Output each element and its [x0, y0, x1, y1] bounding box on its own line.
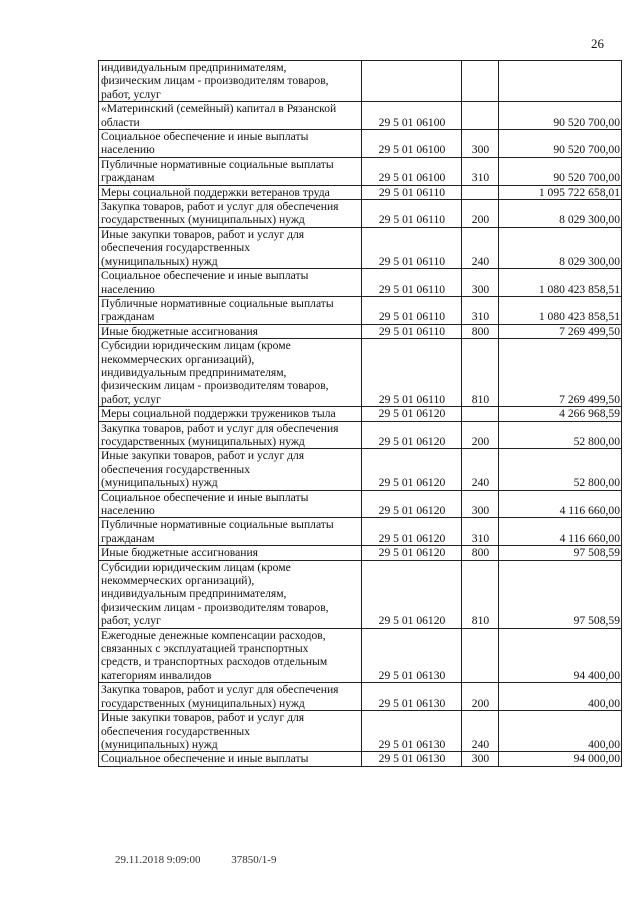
table-row	[99, 296, 622, 324]
row-name: «Материнский (семейный) капитал в Рязанской области	[99, 102, 362, 130]
row-name: Закупка товаров, работ и услуг для обеспечения государственных (муниципальных) нужд	[99, 200, 362, 228]
row-amount: 90 520 700,00	[499, 102, 622, 130]
footer-timestamp: 29.11.2018 9:09:00	[115, 854, 201, 866]
table-row	[99, 227, 622, 268]
row-amount: 94 000,00	[499, 752, 622, 766]
row-target-code: 29 5 01 06110	[362, 269, 462, 297]
row-amount: 52 800,00	[499, 449, 622, 490]
row-name: Социальное обеспечение и иные выплаты населению	[99, 490, 362, 518]
table-row	[99, 185, 622, 199]
row-target-code: 29 5 01 06130	[362, 683, 462, 711]
row-name: Меры социальной поддержки ветеранов труда	[99, 185, 362, 199]
table-row	[99, 518, 622, 546]
row-name: Закупка товаров, работ и услуг для обеспечения государственных (муниципальных) нужд	[99, 683, 362, 711]
row-amount: 4 266 968,59	[499, 407, 622, 421]
row-expense-type: 810	[462, 560, 499, 628]
row-target-code: 29 5 01 06110	[362, 200, 462, 228]
row-expense-type: 310	[462, 518, 499, 546]
row-amount: 7 269 499,50	[499, 324, 622, 338]
row-name: Иные бюджетные ассигнования	[99, 324, 362, 338]
row-name: индивидуальным предпринимателям, физическим лицам - производителям товаров, работ, услуг	[99, 61, 362, 102]
row-amount: 7 269 499,50	[499, 339, 622, 407]
row-target-code: 29 5 01 06100	[362, 130, 462, 158]
table-row	[99, 449, 622, 490]
table-row	[99, 546, 622, 560]
table-row	[99, 61, 622, 102]
row-expense-type: 300	[462, 269, 499, 297]
row-expense-type: 810	[462, 339, 499, 407]
row-name: Субсидии юридическим лицам (кроме некоммерческих организаций), индивидуальным предпринимателям, физическим лицам - производителям товаров, работ, услуг	[99, 560, 362, 628]
row-name: Социальное обеспечение и иные выплаты населению	[99, 269, 362, 297]
table-row	[99, 269, 622, 297]
row-target-code: 29 5 01 06110	[362, 227, 462, 268]
row-amount: 8 029 300,00	[499, 200, 622, 228]
table-row	[99, 421, 622, 449]
row-amount	[499, 61, 622, 102]
footer-document-code: 37850/1-9	[231, 854, 277, 866]
row-expense-type: 240	[462, 711, 499, 752]
table-row	[99, 407, 622, 421]
row-amount: 400,00	[499, 711, 622, 752]
row-amount: 8 029 300,00	[499, 227, 622, 268]
row-expense-type: 300	[462, 490, 499, 518]
table-row	[99, 157, 622, 185]
table-row	[99, 490, 622, 518]
row-amount: 4 116 660,00	[499, 518, 622, 546]
row-target-code: 29 5 01 06110	[362, 296, 462, 324]
page-number: 26	[591, 36, 604, 51]
row-expense-type: 800	[462, 546, 499, 560]
row-target-code: 29 5 01 06110	[362, 324, 462, 338]
row-expense-type: 300	[462, 752, 499, 766]
table-row	[99, 200, 622, 228]
row-name: Публичные нормативные социальные выплаты гражданам	[99, 157, 362, 185]
page-footer	[115, 854, 276, 866]
table-row	[99, 339, 622, 407]
row-amount: 97 508,59	[499, 560, 622, 628]
row-name: Социальное обеспечение и иные выплаты	[99, 752, 362, 766]
row-expense-type	[462, 185, 499, 199]
table-row	[99, 711, 622, 752]
row-expense-type: 310	[462, 296, 499, 324]
table-row	[99, 324, 622, 338]
row-target-code: 29 5 01 06100	[362, 157, 462, 185]
row-name: Иные бюджетные ассигнования	[99, 546, 362, 560]
row-amount: 4 116 660,00	[499, 490, 622, 518]
row-amount: 1 095 722 658,01	[499, 185, 622, 199]
row-expense-type: 200	[462, 200, 499, 228]
row-name: Закупка товаров, работ и услуг для обеспечения государственных (муниципальных) нужд	[99, 421, 362, 449]
row-target-code: 29 5 01 06120	[362, 421, 462, 449]
budget-table	[98, 60, 622, 767]
row-expense-type	[462, 407, 499, 421]
row-amount: 400,00	[499, 683, 622, 711]
row-amount: 94 400,00	[499, 628, 622, 683]
row-name: Публичные нормативные социальные выплаты гражданам	[99, 518, 362, 546]
row-expense-type: 240	[462, 227, 499, 268]
row-amount: 1 080 423 858,51	[499, 296, 622, 324]
row-expense-type	[462, 628, 499, 683]
row-target-code: 29 5 01 06120	[362, 546, 462, 560]
table-row	[99, 130, 622, 158]
row-target-code	[362, 61, 462, 102]
table-row	[99, 752, 622, 766]
row-name: Субсидии юридическим лицам (кроме некоммерческих организаций), индивидуальным предпринимателям, физическим лицам - производителям товаров, работ, услуг	[99, 339, 362, 407]
row-name: Социальное обеспечение и иные выплаты населению	[99, 130, 362, 158]
table-row	[99, 560, 622, 628]
row-expense-type: 310	[462, 157, 499, 185]
row-name: Иные закупки товаров, работ и услуг для обеспечения государственных (муниципальных) нужд	[99, 711, 362, 752]
row-target-code: 29 5 01 06120	[362, 449, 462, 490]
row-target-code: 29 5 01 06110	[362, 185, 462, 199]
row-expense-type	[462, 61, 499, 102]
table-row	[99, 102, 622, 130]
row-expense-type: 300	[462, 130, 499, 158]
row-name: Иные закупки товаров, работ и услуг для обеспечения государственных (муниципальных) нужд	[99, 449, 362, 490]
row-target-code: 29 5 01 06130	[362, 711, 462, 752]
row-expense-type: 800	[462, 324, 499, 338]
row-target-code: 29 5 01 06130	[362, 628, 462, 683]
row-target-code: 29 5 01 06120	[362, 490, 462, 518]
row-name: Публичные нормативные социальные выплаты гражданам	[99, 296, 362, 324]
row-expense-type: 200	[462, 683, 499, 711]
row-expense-type: 200	[462, 421, 499, 449]
row-target-code: 29 5 01 06110	[362, 339, 462, 407]
row-name: Ежегодные денежные компенсации расходов, связанных с эксплуатацией транспортных средств, и транспортных расходов отдельным категориям инвалидов	[99, 628, 362, 683]
row-target-code: 29 5 01 06120	[362, 518, 462, 546]
row-target-code: 29 5 01 06100	[362, 102, 462, 130]
row-amount: 90 520 700,00	[499, 130, 622, 158]
table-row	[99, 628, 622, 683]
row-name: Иные закупки товаров, работ и услуг для обеспечения государственных (муниципальных) нужд	[99, 227, 362, 268]
row-expense-type	[462, 102, 499, 130]
row-amount: 90 520 700,00	[499, 157, 622, 185]
row-name: Меры социальной поддержки тружеников тыла	[99, 407, 362, 421]
row-amount: 52 800,00	[499, 421, 622, 449]
row-target-code: 29 5 01 06120	[362, 407, 462, 421]
table-row	[99, 683, 622, 711]
row-target-code: 29 5 01 06130	[362, 752, 462, 766]
row-target-code: 29 5 01 06120	[362, 560, 462, 628]
row-amount: 97 508,59	[499, 546, 622, 560]
row-amount: 1 080 423 858,51	[499, 269, 622, 297]
row-expense-type: 240	[462, 449, 499, 490]
